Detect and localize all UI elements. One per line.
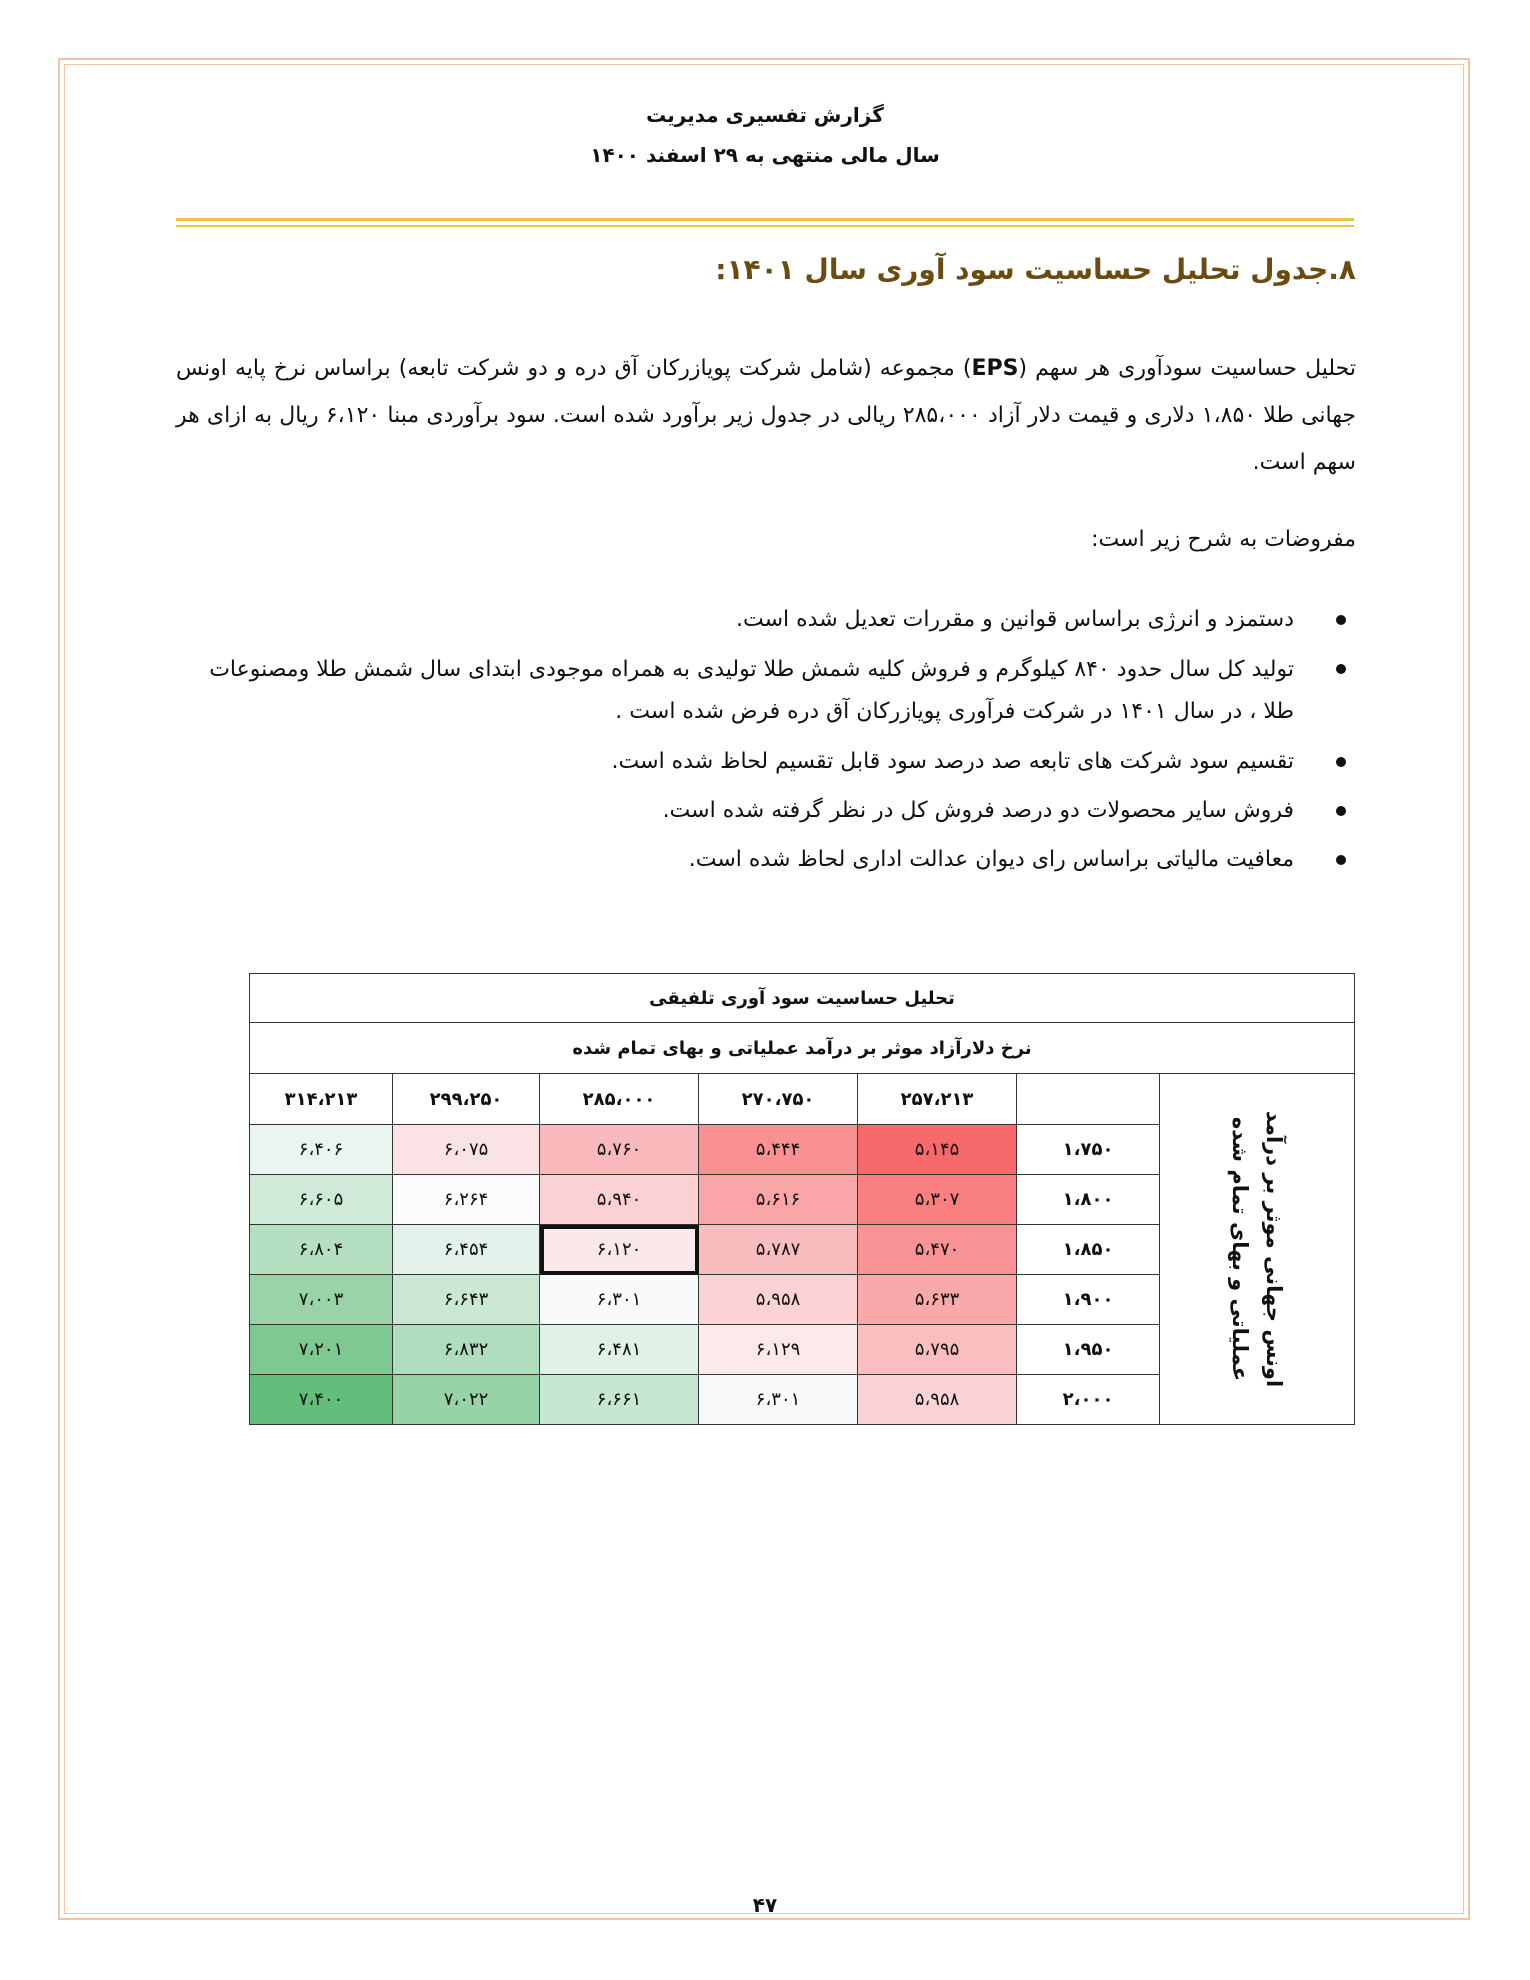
table-cell: ۵،۱۴۵ xyxy=(858,1125,1017,1175)
assumptions-list xyxy=(176,600,1356,889)
table-cell: ۶،۶۶۱ xyxy=(540,1375,699,1425)
report-title: گزارش تفسیری مدیریت xyxy=(646,103,884,127)
list-item-text: دستمزد و انرژی براساس قوانین و مقررات تعدیل شده است. xyxy=(735,607,1294,632)
eps-term: EPS xyxy=(971,356,1019,381)
table-cell: ۶،۰۷۵ xyxy=(393,1125,540,1175)
column-header: ۲۸۵،۰۰۰ xyxy=(540,1074,699,1125)
table-cell: ۶،۴۰۶ xyxy=(250,1125,393,1175)
row-axis-label-cell xyxy=(1160,1074,1355,1425)
row-header: ۱،۸۵۰ xyxy=(1017,1225,1160,1275)
sensitivity-table xyxy=(249,973,1355,1425)
table-cell: ۵،۹۴۰ xyxy=(540,1175,699,1225)
intro-paragraph xyxy=(176,345,1356,486)
page-number: ۴۷ xyxy=(752,1893,778,1917)
table-cell: ۵،۳۰۷ xyxy=(858,1175,1017,1225)
table-cell: ۷،۲۰۱ xyxy=(250,1325,393,1375)
table-cell: ۶،۸۳۲ xyxy=(393,1325,540,1375)
list-item-text: تولید کل سال حدود ۸۴۰ کیلوگرم و فروش کلیه شمش طلا تولیدی به همراه موجودی ابتدای سال شمش طلا ومصنوعات طلا ، در سال ۱۴۰۱ در شرکت فرآوری پویازرکان آق دره فرض شده است . xyxy=(209,657,1294,724)
intro-before-eps: تحلیل حساسیت سودآوری هر سهم ( xyxy=(1018,356,1356,381)
table-cell: ۷،۰۰۳ xyxy=(250,1275,393,1325)
bullet-icon xyxy=(1336,757,1346,767)
row-header: ۱،۹۵۰ xyxy=(1017,1325,1160,1375)
table-cell: ۵،۹۵۸ xyxy=(699,1275,858,1325)
bullet-icon xyxy=(1336,855,1346,865)
list-item xyxy=(176,791,1356,831)
assumptions-heading: مفروضات به شرح زیر است: xyxy=(1091,527,1356,552)
row-header: ۲،۰۰۰ xyxy=(1017,1375,1160,1425)
column-header: ۲۹۹،۲۵۰ xyxy=(393,1074,540,1125)
list-item xyxy=(176,840,1356,880)
table-cell: ۵،۶۱۶ xyxy=(699,1175,858,1225)
column-header: ۲۷۰،۷۵۰ xyxy=(699,1074,858,1125)
base-case-cell: ۶،۱۲۰ xyxy=(540,1225,699,1275)
row-header: ۱،۷۵۰ xyxy=(1017,1125,1160,1175)
column-header: ۲۵۷،۲۱۳ xyxy=(858,1074,1017,1125)
table-cell: ۵،۷۶۰ xyxy=(540,1125,699,1175)
table-subtitle: نرخ دلارآزاد موثر بر درآمد عملیاتی و بهای تمام شده xyxy=(250,1023,1355,1074)
table-cell: ۶،۳۰۱ xyxy=(540,1275,699,1325)
table-cell: ۶،۳۰۱ xyxy=(699,1375,858,1425)
table-cell: ۵،۴۷۰ xyxy=(858,1225,1017,1275)
section-title: ۸.جدول تحلیل حساسیت سود آوری سال ۱۴۰۱: xyxy=(715,253,1356,286)
list-item xyxy=(176,600,1356,640)
fiscal-year-title: سال مالی منتهی به ۲۹ اسفند ۱۴۰۰ xyxy=(590,143,940,167)
corner-cell xyxy=(1017,1074,1160,1125)
row-header: ۱،۸۰۰ xyxy=(1017,1175,1160,1225)
table-cell: ۵،۹۵۸ xyxy=(858,1375,1017,1425)
table-cell: ۶،۱۲۹ xyxy=(699,1325,858,1375)
table-cell: ۶،۴۸۱ xyxy=(540,1325,699,1375)
list-item-text: تقسیم سود شرکت های تابعه صد درصد سود قابل تقسیم لحاظ شده است. xyxy=(611,749,1294,774)
table-cell: ۷،۴۰۰ xyxy=(250,1375,393,1425)
table-cell: ۶،۸۰۴ xyxy=(250,1225,393,1275)
list-item xyxy=(176,742,1356,782)
bullet-icon xyxy=(1336,806,1346,816)
bullet-icon xyxy=(1336,615,1346,625)
intro-after-eps: ) مجموعه (شامل شرکت پویازرکان آق دره و دو شرکت تابعه) براساس نرخ پایه اونس جهانی طلا ۱،۸۵۰ دلاری و قیمت دلار آزاد ۲۸۵،۰۰۰ ریالی در جدول زیر برآورد شده است. سود برآوردی مبنا ۶،۱۲۰ ریال به ازای هر سهم است. xyxy=(176,356,1356,475)
table-cell: ۵،۶۳۳ xyxy=(858,1275,1017,1325)
table-cell: ۶،۶۴۳ xyxy=(393,1275,540,1325)
row-axis-label: اونس جهانی موثر بر درآمد عملیاتی و بهای تمام شده xyxy=(1228,1110,1287,1388)
table-cell: ۶،۲۶۴ xyxy=(393,1175,540,1225)
table-title: تحلیل حساسیت سود آوری تلفیقی xyxy=(250,974,1355,1023)
row-header: ۱،۹۰۰ xyxy=(1017,1275,1160,1325)
header-rule-secondary xyxy=(176,225,1354,227)
table-cell: ۵،۴۴۴ xyxy=(699,1125,858,1175)
table-cell: ۵،۷۹۵ xyxy=(858,1325,1017,1375)
table-cell: ۶،۴۵۴ xyxy=(393,1225,540,1275)
list-item-text: معافیت مالیاتی براساس رای دیوان عدالت اداری لحاظ شده است. xyxy=(688,847,1294,872)
table-cell: ۷،۰۲۲ xyxy=(393,1375,540,1425)
list-item xyxy=(176,649,1356,733)
header-rule xyxy=(176,218,1354,221)
table-cell: ۵،۷۸۷ xyxy=(699,1225,858,1275)
bullet-icon xyxy=(1336,664,1346,674)
column-header: ۳۱۴،۲۱۳ xyxy=(250,1074,393,1125)
list-item-text: فروش سایر محصولات دو درصد فروش کل در نظر گرفته شده است. xyxy=(662,798,1294,823)
table-cell: ۶،۶۰۵ xyxy=(250,1175,393,1225)
